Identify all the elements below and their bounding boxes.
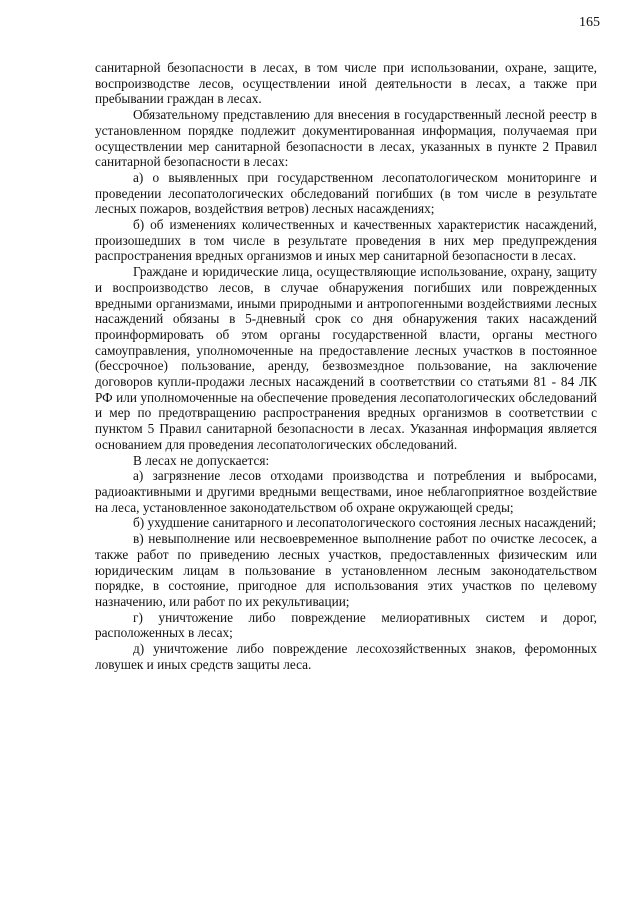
- list-item: б) ухудшение санитарного и лесопатологического состояния лесных насаждений;: [133, 515, 597, 531]
- list-item: в) невыполнение или несвоевременное выполнение работ по очистке лесосек, а также работ по приведению лесных участков, предоставленных физическим или юридическим лицам в пользование в установленном лесным законодательством порядке, в состояние, пригодное для использования этих участков по целевому назначению, или работ по их рекультивации;: [95, 531, 597, 609]
- page-number: 165: [579, 15, 600, 30]
- list-item: б) об изменениях количественных и качественных характеристик насаждений, произошедших в том числе в результате проведения в них мер предупреждения распространения вредных организмов и иных мер санитарной безопасности в лесах.: [95, 217, 597, 264]
- list-item: а) о выявленных при государственном лесопатологическом мониторинге и проведении лесопатологических обследований погибших (в том числе в результате лесных пожаров, воздействия ветров) лесных насаждениях;: [95, 169, 597, 217]
- paragraph: Обязательному представлению для внесения в государственный лесной реестр в установленном порядке подлежит документированная информация, получаемая при осуществлении мер санитарной безопасности в лесах, указанных в пункте 2 Правил санитарной безопасности в лесах:: [95, 107, 597, 170]
- list-item: д) уничтожение либо повреждение лесохозяйственных знаков, феромонных ловушек и иных средств защиты леса.: [95, 641, 597, 672]
- paragraph: В лесах не допускается:: [133, 452, 270, 468]
- paragraph: Граждане и юридические лица, осуществляющие использование, охрану, защиту и воспроизводство лесов, в случае обнаружения погибших или поврежденных вредными организмами, иными природными и антропогенными воздействиями лесных насаждений обязаны в 5-дневный срок со дня обнаружения таких насаждений проинформировать об этом органы государственной власти, органы местного самоуправления, уполномоченные на предоставление лесных участков в постоянное (бессрочное) пользование, аренду, безвозмездное пользование, на заключение договоров купли-продажи лесных насаждений в соответствии со статьями 81 - 84 ЛК РФ или уполномоченные на обеспечение проведения лесопатологических обследований и мер по предотвращению распространения вредных организмов в соответствии с пунктом 5 Правил санитарной безопасности в лесах. Указанная информация является основанием для проведения лесопатологических обследований.: [95, 264, 597, 452]
- list-item: г) уничтожение либо повреждение мелиоративных систем и дорог, расположенных в лесах;: [95, 609, 597, 641]
- list-item: а) загрязнение лесов отходами производства и потребления и выбросами, радиоактивными и другими вредными веществами, иное неблагоприятное воздействие на леса, установленное законодательством об охране окружающей среды;: [95, 468, 597, 515]
- paragraph: санитарной безопасности в лесах, в том числе при использовании, охране, защите, воспроизводстве лесов, осуществлении иной деятельности в лесах, а также при пребывании граждан в лесах.: [95, 60, 597, 107]
- page-body: [95, 60, 597, 672]
